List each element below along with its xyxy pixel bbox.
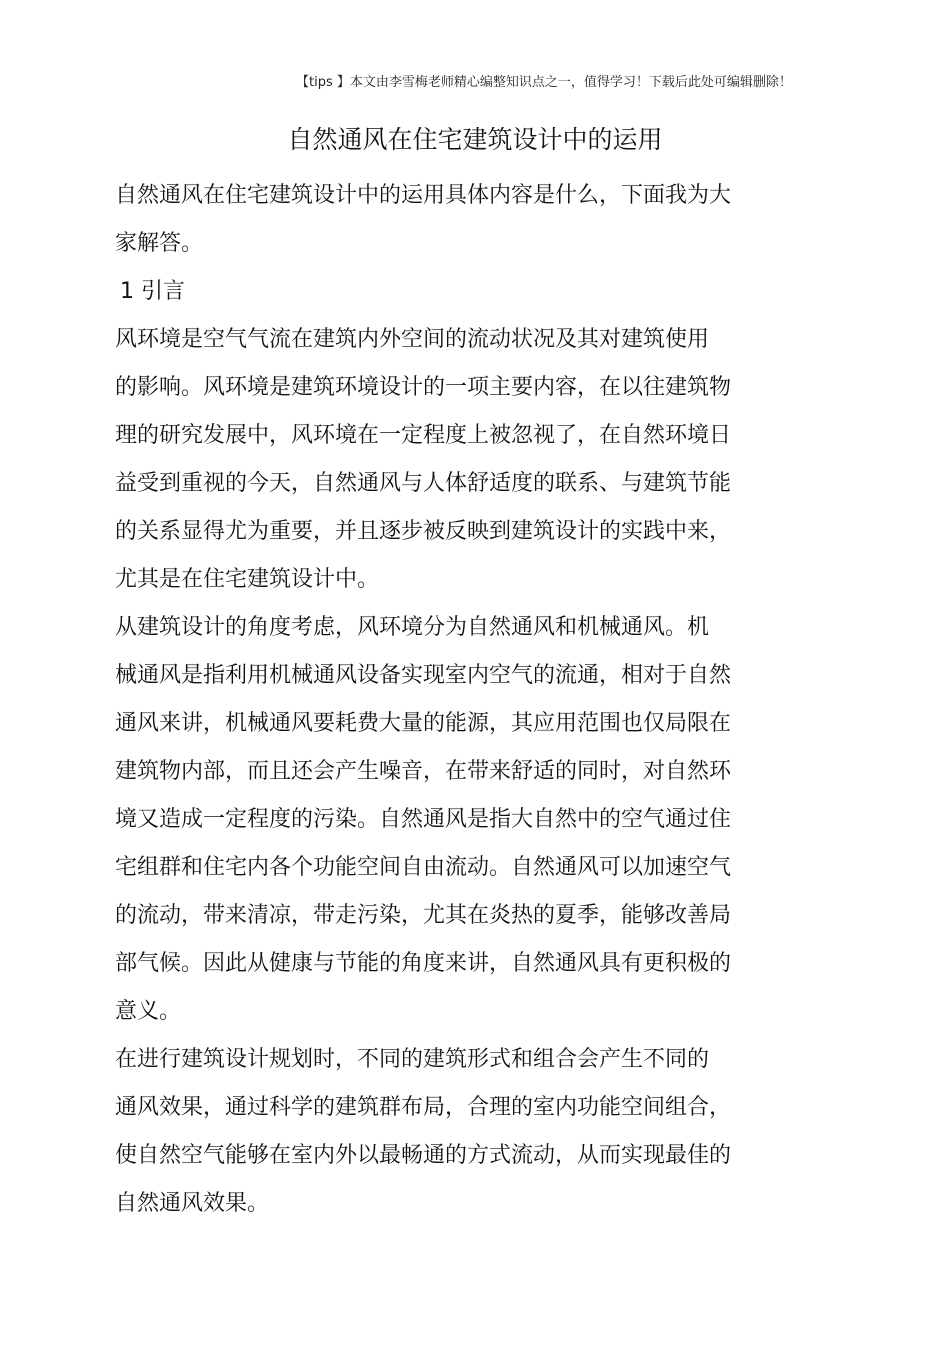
paragraph-3-line: 自然通风效果。	[115, 1191, 270, 1216]
section-heading: 1 引言	[120, 279, 185, 304]
paragraph-1-line: 尤其是在住宅建筑设计中。	[115, 567, 380, 592]
tips-note: 【tips 】本文由李雪梅老师精心编整知识点之一，值得学习！下载后此处可编辑删除！	[296, 75, 792, 90]
paragraph-2-line: 的流动，带来清凉，带走污染，尤其在炎热的夏季，能够改善局	[115, 903, 732, 928]
document-title: 自然通风在住宅建筑设计中的运用	[287, 125, 663, 154]
paragraph-1-line: 理的研究发展中，风环境在一定程度上被忽视了，在自然环境日	[115, 423, 732, 448]
paragraph-3-line: 在进行建筑设计规划时，不同的建筑形式和组合会产生不同的	[115, 1047, 710, 1072]
paragraph-1-line: 的影响。风环境是建筑环境设计的一项主要内容，在以往建筑物	[115, 375, 732, 400]
paragraph-1-line: 益受到重视的今天，自然通风与人体舒适度的联系、与建筑节能	[115, 471, 732, 496]
paragraph-2-line: 械通风是指利用机械通风设备实现室内空气的流通，相对于自然	[115, 663, 732, 688]
paragraph-2-line: 境又造成一定程度的污染。自然通风是指大自然中的空气通过住	[115, 807, 732, 832]
paragraph-2-line: 建筑物内部，而且还会产生噪音，在带来舒适的同时，对自然环	[115, 759, 732, 784]
paragraph-2-line: 部气候。因此从健康与节能的角度来讲，自然通风具有更积极的	[115, 951, 732, 976]
paragraph-1-line: 的关系显得尤为重要，并且逐步被反映到建筑设计的实践中来，	[115, 519, 732, 544]
paragraph-2-line: 从建筑设计的角度考虑，风环境分为自然通风和机械通风。机	[115, 615, 710, 640]
paragraph-2-line: 意义。	[115, 999, 182, 1024]
paragraph-3-line: 使自然空气能够在室内外以最畅通的方式流动，从而实现最佳的	[115, 1143, 732, 1168]
intro-line: 家解答。	[115, 231, 204, 256]
paragraph-2-line: 通风来讲，机械通风要耗费大量的能源，其应用范围也仅局限在	[115, 711, 732, 736]
intro-line: 自然通风在住宅建筑设计中的运用具体内容是什么，下面我为大	[115, 183, 732, 208]
paragraph-3-line: 通风效果，通过科学的建筑群布局，合理的室内功能空间组合，	[115, 1095, 732, 1120]
paragraph-1-line: 风环境是空气气流在建筑内外空间的流动状况及其对建筑使用	[115, 327, 710, 352]
paragraph-2-line: 宅组群和住宅内各个功能空间自由流动。自然通风可以加速空气	[115, 855, 732, 880]
